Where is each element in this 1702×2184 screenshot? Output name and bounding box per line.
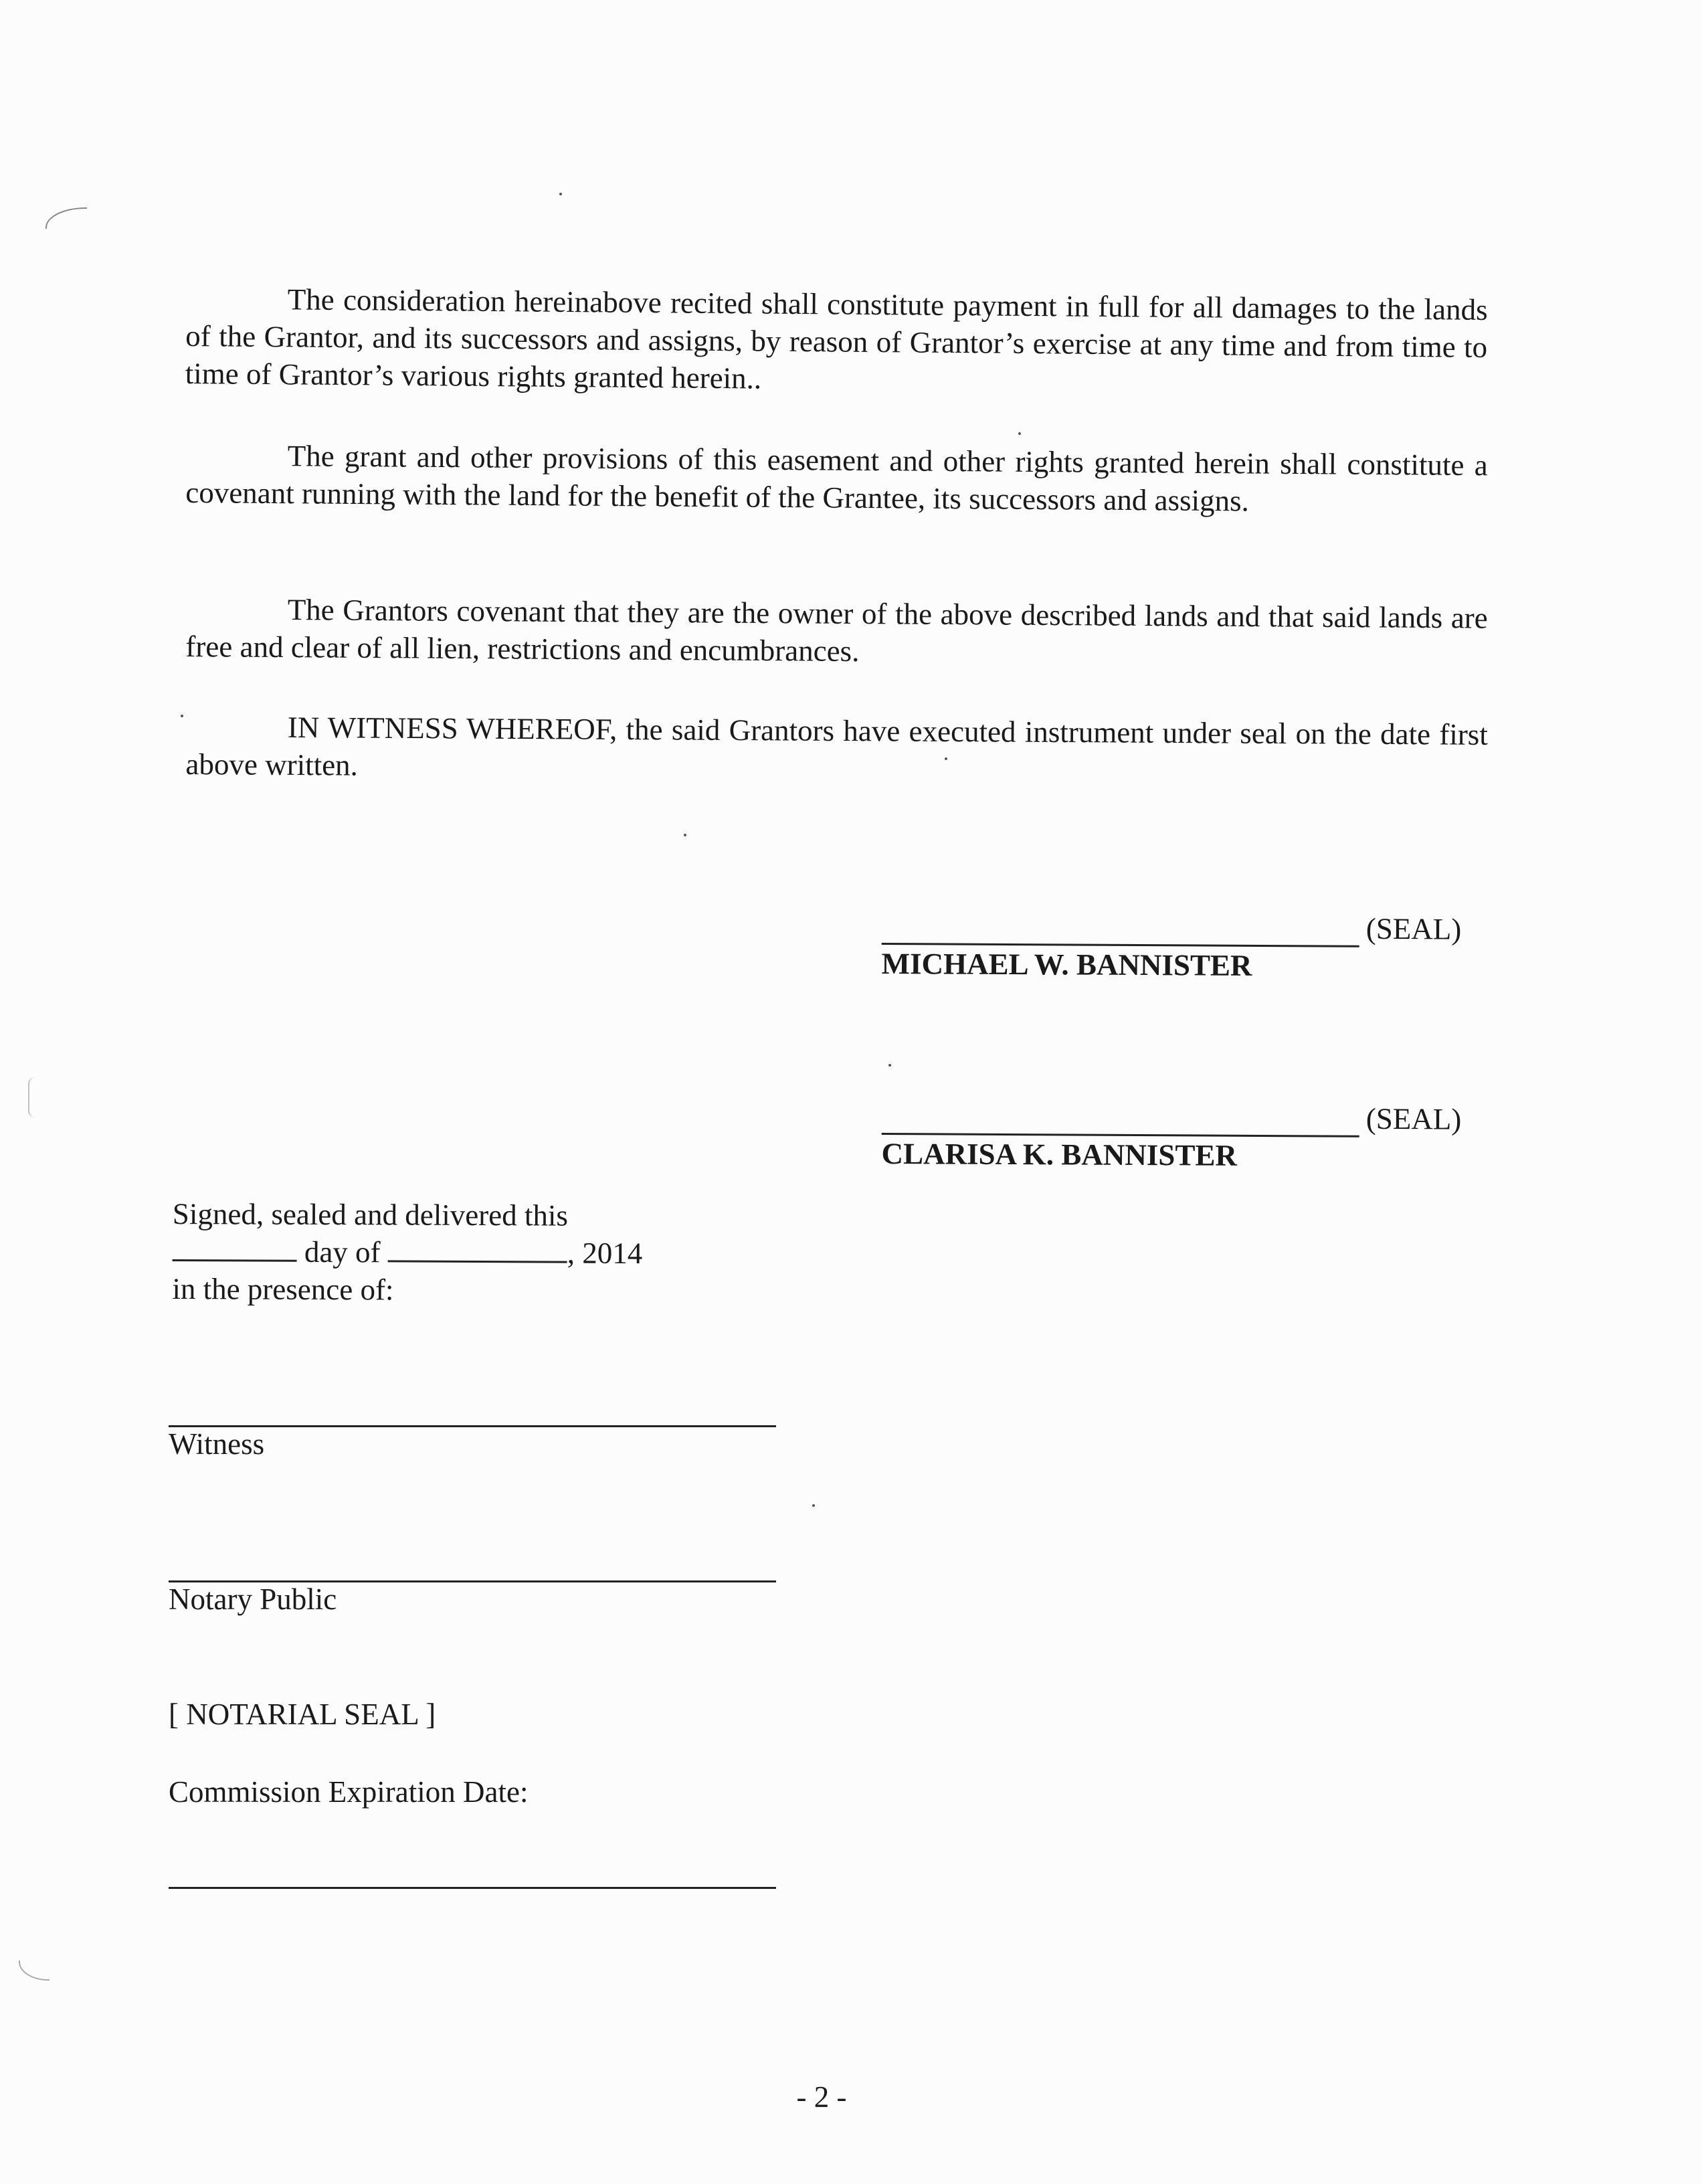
paragraph-text: IN WITNESS WHEREOF, the said Grantors have executed instrument under seal on the date first above written. [185, 710, 1488, 782]
seal-label: (SEAL) [1365, 911, 1462, 946]
paragraph-owner-covenant [185, 590, 1488, 674]
seal-label: (SEAL) [1365, 1101, 1462, 1136]
scan-speck [684, 834, 686, 836]
delivery-date-line [173, 1233, 643, 1272]
paragraph-consideration [185, 280, 1488, 403]
signature-line[interactable] [882, 1106, 1359, 1138]
paragraph-witness-whereof [185, 708, 1488, 791]
paragraph-covenant-running [185, 436, 1488, 521]
commission-expiration-line[interactable] [169, 1887, 776, 1889]
day-blank[interactable] [173, 1233, 297, 1262]
scan-speck [559, 193, 562, 195]
scan-edge-mark [28, 1077, 36, 1117]
signature-block-michael [881, 907, 1484, 986]
scan-edge-mark [19, 1961, 50, 1981]
paragraph-text: The consideration hereinabove recited shall constitute payment in full for all damages to the lands of the Grantor, and its successors and assigns, by reason of Grantor’s exercise at any time and from time to time of Grantor’s various rights granted herein.. [185, 282, 1488, 395]
delivery-statement [172, 1195, 642, 1309]
signer-name: MICHAEL W. BANNISTER [881, 946, 1252, 982]
commission-expiration-label: Commission Expiration Date: [169, 1775, 529, 1809]
scan-speck [1018, 432, 1021, 435]
scan-speck [812, 1504, 815, 1507]
paragraph-text: The grant and other provisions of this easement and other rights granted herein shall constitute a covenant running with the land for the benefit of the Grantee, its successors and assigns. [185, 439, 1488, 518]
page-number: - 2 - [796, 2080, 847, 2114]
signature-line[interactable] [882, 916, 1359, 947]
delivery-line-1: Signed, sealed and delivered this [172, 1197, 569, 1233]
witness-label: Witness [169, 1427, 265, 1461]
signer-name: CLARISA K. BANNISTER [881, 1136, 1238, 1172]
day-of-label: day of [304, 1235, 381, 1269]
signature-block-clarisa [881, 1097, 1484, 1176]
scan-edge-mark [45, 207, 87, 229]
notarial-seal-label: [ NOTARIAL SEAL ] [169, 1698, 436, 1731]
scan-speck [888, 1064, 891, 1067]
scan-speck [181, 715, 183, 717]
month-blank[interactable] [388, 1233, 567, 1263]
year-label: , 2014 [567, 1236, 643, 1271]
paragraph-text: The Grantors covenant that they are the owner of the above described lands and that said lands are free and clear of all lien, restrictions and encumbrances. [185, 593, 1488, 668]
notary-label: Notary Public [169, 1582, 337, 1616]
delivery-line-3: in the presence of: [172, 1271, 394, 1307]
